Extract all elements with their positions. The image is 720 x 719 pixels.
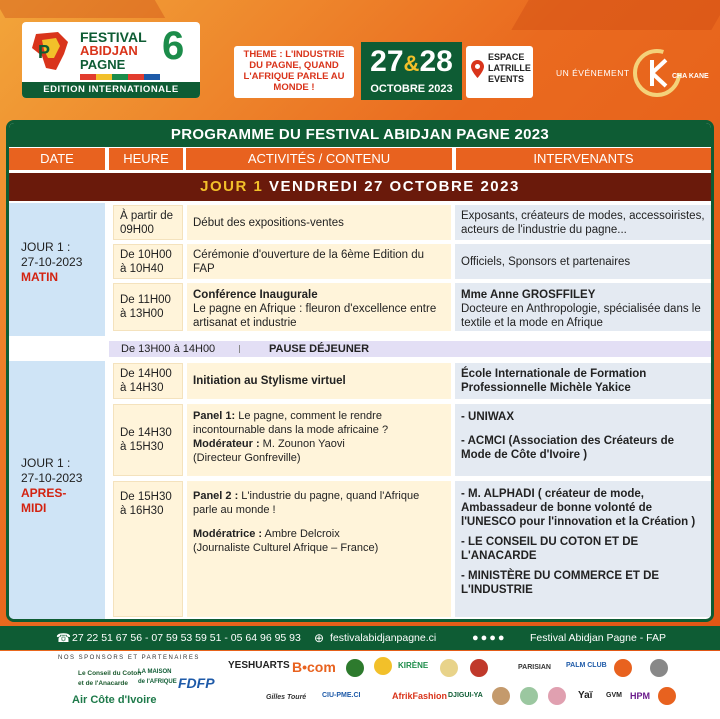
sponsor-logo: GVM — [606, 692, 622, 699]
moderator-name: M. Zounon Yaovi — [259, 438, 345, 450]
contact-bar — [0, 626, 720, 650]
day-label: JOUR 1 — [200, 178, 264, 195]
logo-line-2: ABIDJAN — [80, 43, 138, 58]
panel-2-topic: L'industrie du pagne, quand l'Afrique parle au monde ! — [193, 490, 420, 516]
table-row-activity — [187, 481, 451, 617]
social-handle[interactable]: Festival Abidjan Pagne - FAP — [530, 632, 666, 644]
table-row-time: De 14H30 à 15H30 — [113, 404, 183, 476]
sponsor-logo: FDFP — [178, 675, 215, 691]
sponsor-logo-dot — [650, 659, 668, 677]
sponsor-logo-dot — [658, 687, 676, 705]
date-day-1: 27 — [370, 45, 404, 78]
sponsor-logo: YESHUARTS — [228, 660, 290, 671]
bg-stripe — [511, 0, 720, 30]
afternoon-period-1: APRES- — [21, 486, 67, 500]
panel-1-moderator — [193, 437, 445, 451]
venue-text: ESPACE LATRILLE EVENTS — [488, 52, 531, 84]
speaker-title: Docteure en Anthropologie, spécialisée dans le textile et la mode en Afrique — [461, 303, 701, 329]
bg-stripe — [0, 0, 165, 18]
sponsor-logo: B•com — [292, 659, 336, 675]
panel-1-text — [193, 409, 445, 437]
sponsor-logo-dot — [614, 659, 632, 677]
festival-logo — [22, 22, 200, 98]
website-link[interactable]: festivalabidjanpagne.ci — [330, 632, 437, 644]
panel-2-moderator — [193, 527, 445, 541]
afternoon-day: JOUR 1 : — [21, 456, 71, 470]
col-header-date: DATE — [9, 148, 105, 170]
sponsor-logo: LA MAISON de l'AFRIQUE — [138, 669, 177, 685]
web-icon: ⊕ — [314, 631, 325, 645]
table-row-time: De 14H00 à 14H30 — [113, 363, 183, 399]
table-row-activity: Initiation au Stylisme virtuel — [187, 363, 451, 399]
table-row-time: De 11H00 à 13H00 — [113, 283, 183, 331]
theme-box: THEME : L'INDUSTRIE DU PAGNE, QUAND L'AFRIQUE PARLE AU MONDE ! — [234, 46, 354, 98]
moderator-role: (Journaliste Culturel Afrique – France) — [193, 542, 379, 554]
moderator-label: Modératrice : — [193, 528, 263, 540]
table-row-speaker — [455, 481, 711, 617]
programme-panel — [6, 120, 714, 622]
date-day-2: 28 — [419, 45, 453, 78]
morning-day: JOUR 1 : — [21, 240, 71, 254]
table-row-activity: Cérémonie d'ouverture de la 6ème Edition du FAP — [187, 244, 451, 279]
speaker-cotton-council: - LE CONSEIL DU COTON ET DE L'ANACARDE — [461, 536, 639, 562]
col-header-speakers: INTERVENANTS — [456, 148, 711, 170]
table-row-time: De 10H00 à 10H40 — [113, 244, 183, 279]
svg-text:P: P — [38, 42, 51, 62]
phone-numbers: 27 22 51 67 56 - 07 59 53 59 51 - 05 64 96 95 93 — [72, 632, 301, 644]
logo-flag-band — [80, 74, 160, 80]
edition-number: 6 — [162, 24, 185, 68]
africa-logo-icon — [28, 28, 74, 74]
date-numbers — [361, 44, 462, 82]
morning-date: 27-10-2023 — [21, 255, 83, 269]
sponsor-logo: CIU-PME.CI — [322, 692, 361, 699]
panel-1-label: Panel 1: — [193, 410, 236, 422]
logo-line-1: FESTIVAL — [80, 29, 147, 45]
sponsors-strip — [0, 651, 720, 719]
panel-1-topic: Le pagne, comment le rendre incontournable dans la mode africaine ? — [193, 410, 389, 436]
sponsor-logo: KIRÈNE — [398, 661, 429, 670]
panel-2-text — [193, 489, 445, 517]
afternoon-date: 27-10-2023 — [21, 471, 83, 485]
speaker-ministry: - MINISTÈRE DU COMMERCE ET DE L'INDUSTRIE — [461, 570, 660, 596]
venue-box — [466, 46, 533, 98]
date-box — [361, 42, 462, 100]
panel-2-label: Panel 2 : — [193, 490, 239, 502]
conference-topic: Le pagne en Afrique : fleuron d'excellence entre artisanat et industrie — [193, 303, 437, 329]
date-month: OCTOBRE 2023 — [370, 83, 453, 95]
table-row-activity: Début des expositions-ventes — [187, 205, 451, 240]
location-pin-icon — [471, 60, 484, 78]
lunch-separator — [239, 345, 240, 353]
sponsor-logo: Le Conseil du Coton et de l'Anacarde — [78, 670, 142, 687]
sponsor-logo-dot — [470, 659, 488, 677]
speaker-uniwax: - UNIWAX — [461, 411, 515, 423]
day-date: VENDREDI 27 OCTOBRE 2023 — [263, 178, 520, 195]
table-row-speaker: Exposants, créateurs de modes, accessoiristes, acteurs de l'industrie du pagne... — [455, 205, 711, 240]
sponsor-logo: Air Côte d'Ivoire — [72, 694, 157, 706]
sponsor-logo: AfrikFashion — [392, 691, 448, 701]
col-header-activity: ACTIVITÉS / CONTENU — [186, 148, 452, 170]
sponsor-logo-dot — [346, 659, 364, 677]
col-header-time: HEURE — [109, 148, 183, 170]
sponsors-title: NOS SPONSORS ET PARTENAIRES — [58, 655, 200, 661]
sponsor-logo-dot — [492, 687, 510, 705]
table-row-activity — [187, 404, 451, 476]
afternoon-label — [21, 456, 82, 516]
sponsor-logo: HPM — [630, 691, 650, 701]
sponsor-logo: PARISIAN — [518, 664, 551, 671]
sponsor-logo: DJIGUI-YA — [448, 692, 483, 699]
logo-line-3: PAGNE — [80, 57, 126, 72]
social-icons: ●●●● — [472, 632, 507, 644]
event-label: UN ÉVÉNEMENT — [556, 68, 630, 78]
speaker-name: Mme Anne GROSFFILEY — [461, 289, 596, 301]
sponsor-logo-dot — [440, 659, 458, 677]
table-row-speaker — [455, 283, 711, 331]
table-row-speaker: École Internationale de Formation Professionnelle Michèle Yakice — [455, 363, 711, 399]
speaker-acmci: - ACMCI (Association des Créateurs de Mode de Côte d'Ivoire ) — [461, 435, 675, 461]
moderator-role: (Directeur Gonfreville) — [193, 452, 301, 464]
table-row-time: De 15H30 à 16H30 — [113, 481, 183, 617]
sponsor-logo: Yaï — [578, 690, 593, 701]
sponsor-logo-dot — [374, 657, 392, 675]
morning-period: MATIN — [21, 270, 59, 284]
table-row-speaker — [455, 404, 711, 476]
date-amp: & — [403, 51, 420, 76]
table-row-activity — [187, 283, 451, 331]
phone-icon: ☎ — [56, 631, 71, 645]
sponsor-logo: Gilles Touré — [266, 694, 307, 701]
edition-label: EDITION INTERNATIONALE — [22, 82, 200, 98]
speaker-alphadi: - M. ALPHADI ( créateur de mode, Ambassadeur de bonne volonté de l'UNESCO pour l'innovation et la Création ) — [461, 488, 696, 528]
organizer-name: CHA KANE — [672, 73, 709, 80]
lunch-time: De 13H00 à 14H00 — [121, 343, 216, 355]
table-row-speaker: Officiels, Sponsors et partenaires — [455, 244, 711, 279]
morning-label — [21, 240, 82, 285]
moderator-name: Ambre Delcroix — [262, 528, 340, 540]
day-banner — [9, 173, 711, 201]
table-row-time: À partir de 09H00 — [113, 205, 183, 240]
sponsor-logo: PALM CLUB — [566, 662, 607, 669]
lunch-break-row — [109, 341, 711, 357]
sponsor-logo-dot — [548, 687, 566, 705]
programme-title: PROGRAMME DU FESTIVAL ABIDJAN PAGNE 2023 — [9, 123, 711, 147]
conference-title: Conférence Inaugurale — [193, 289, 318, 301]
sponsor-logo-dot — [520, 687, 538, 705]
lunch-label: PAUSE DÉJEUNER — [269, 343, 370, 355]
afternoon-period-2: MIDI — [21, 501, 47, 515]
moderator-label: Modérateur : — [193, 438, 260, 450]
